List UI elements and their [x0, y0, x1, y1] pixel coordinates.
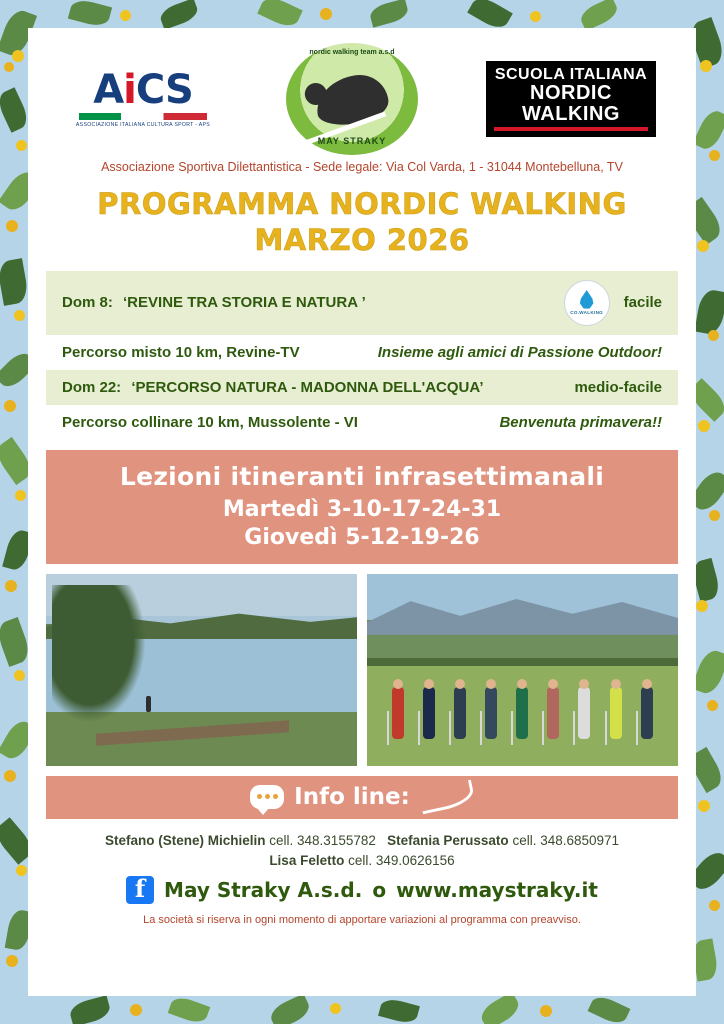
program-row-event-1: [46, 271, 678, 335]
walker: [423, 687, 435, 739]
may-straky-bottom-text: MAY STRAKY: [317, 136, 387, 146]
event-2-date: Dom 22:: [62, 378, 122, 396]
may-straky-logo: [286, 43, 418, 155]
photo-lake: [46, 574, 357, 766]
walker: [578, 687, 590, 739]
lake-tree: [52, 585, 145, 723]
weekly-thursday: Giovedì 5-12-19-26: [244, 524, 480, 550]
water-drop-icon: [579, 290, 594, 309]
bird-icon: [313, 71, 391, 129]
walker: [454, 687, 466, 739]
event-1-date: Dom 8:: [62, 294, 113, 311]
contact-1-phone: cell. 348.3155782: [269, 832, 376, 848]
event-2-detail: Percorso collinare 10 km, Mussolente - VI: [62, 413, 358, 431]
italian-flag-icon: [79, 113, 207, 120]
may-straky-top-text: nordic walking team a.s.d: [309, 49, 395, 56]
contacts-line-2: [44, 853, 680, 868]
walker: [392, 687, 404, 739]
title-line-1: PROGRAMMA NORDIC WALKING: [97, 187, 627, 221]
program-row-detail-2: [46, 405, 678, 440]
aics-logo: [68, 67, 218, 128]
group-mountains: [367, 593, 678, 635]
weekly-tuesday: Martedì 3-10-17-24-31: [222, 496, 502, 522]
social-separator: o: [372, 877, 387, 902]
info-line-bar: [46, 776, 678, 819]
weekly-lessons-block: [46, 450, 678, 564]
contacts-block: [28, 819, 696, 926]
event-1-title: [62, 294, 550, 311]
scuola-line1: SCUOLA ITALIANA: [494, 65, 648, 83]
eco-walking-badge: [564, 280, 610, 326]
aics-subtitle: ASSOCIAZIONE ITALIANA CULTURA SPORT - APS: [75, 122, 211, 128]
walker: [516, 687, 528, 739]
program-row-detail-1: [46, 335, 678, 370]
contact-2-name: Stefania Perussato: [387, 832, 509, 848]
contact-3-name: Lisa Feletto: [269, 852, 345, 868]
logo-row: [28, 28, 696, 156]
program-list: [46, 271, 678, 440]
social-row: [44, 873, 680, 904]
weekly-title: Lezioni itineranti infrasettimanali: [119, 461, 605, 491]
event-2-difficulty: medio-facile: [574, 378, 662, 396]
photo-walking-group: [367, 574, 678, 766]
event-1-note: Insieme agli amici di Passione Outdoor!: [377, 343, 662, 361]
scuola-italiana-logo: [486, 61, 656, 138]
badge-label: CO.WALKING: [570, 310, 604, 315]
poster-sheet: [28, 28, 696, 996]
walker: [641, 687, 653, 739]
program-row-event-2: [46, 370, 678, 405]
association-line: Associazione Sportiva Dilettantistica - Sede legale: Via Col Varda, 1 - 31044 Montebelluna, TV: [101, 160, 623, 174]
walker: [485, 687, 497, 739]
event-1-name: ‘REVINE TRA STORIA E NATURA ’: [123, 294, 366, 311]
event-2-title: [62, 379, 574, 396]
event-1-detail: Percorso misto 10 km, Revine-TV: [62, 343, 300, 361]
contact-1-name: Stefano (Stene) Michielin: [104, 832, 266, 848]
facebook-icon[interactable]: f: [126, 876, 154, 904]
facebook-page-name[interactable]: May Straky A.s.d.: [164, 877, 363, 902]
swoosh-icon: [418, 779, 476, 814]
walker: [610, 687, 622, 739]
photo-row: [46, 574, 678, 766]
info-line-label: Info line:: [294, 783, 410, 810]
scuola-line2: NORDIC WALKING: [494, 83, 648, 131]
disclaimer-text: La società si riserva in ogni momento di apportare variazioni al programma con preavviso.: [143, 913, 581, 926]
walker: [547, 687, 559, 739]
chat-bubble-icon: [250, 785, 284, 809]
page-title: [28, 176, 696, 271]
aics-wordmark: AiCS: [93, 67, 193, 113]
title-line-2: MARZO 2026: [254, 223, 470, 258]
website-link[interactable]: www.maystraky.it: [396, 877, 598, 902]
event-2-note: Benvenuta primavera!!: [499, 413, 662, 431]
contacts-line-1: [44, 833, 680, 848]
contact-3-phone: cell. 349.0626156: [348, 852, 455, 868]
lake-person: [146, 696, 151, 712]
contact-2-phone: cell. 348.6850971: [512, 832, 620, 848]
event-2-name: ‘PERCORSO NATURA - MADONNA DELL'ACQUA’: [131, 378, 484, 396]
event-1-difficulty: facile: [623, 294, 662, 311]
